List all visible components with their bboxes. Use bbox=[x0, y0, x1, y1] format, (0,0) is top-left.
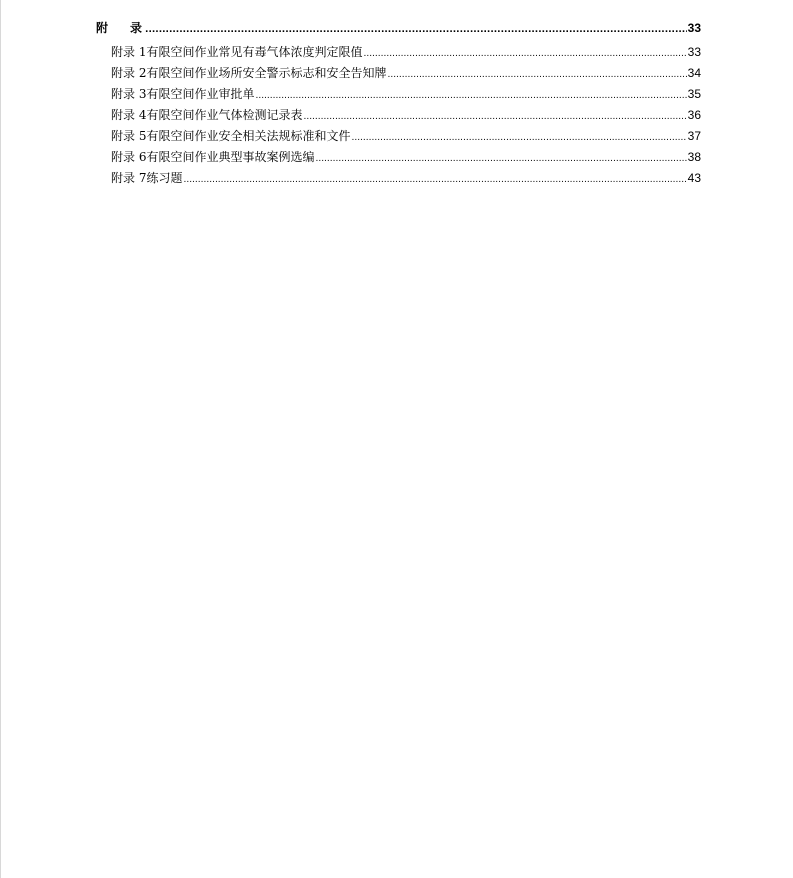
toc-entry-title: 有限空间作业常见有毒气体浓度判定限值 bbox=[146, 45, 363, 59]
toc-entry-4[interactable] bbox=[96, 105, 701, 126]
toc-entry-number: 附录 5 bbox=[111, 129, 147, 143]
toc-entry-number: 附录 4 bbox=[111, 108, 147, 122]
toc-entry-6[interactable] bbox=[96, 147, 701, 168]
toc-entry-number: 附录 2 bbox=[111, 66, 147, 80]
toc-entry-3[interactable] bbox=[96, 84, 701, 105]
toc-heading-page: 33 bbox=[687, 21, 701, 35]
toc-leader-dots bbox=[363, 44, 686, 65]
toc-entry-page: 43 bbox=[687, 171, 701, 185]
toc-entry-number: 附录 7 bbox=[111, 171, 147, 185]
toc-heading-label bbox=[96, 18, 144, 39]
toc-entry-7[interactable] bbox=[96, 168, 701, 189]
toc-entry-number: 附录 1 bbox=[111, 45, 147, 59]
toc-entry-page: 34 bbox=[687, 66, 701, 80]
toc-entry-title: 有限空间作业场所安全警示标志和安全告知牌 bbox=[146, 66, 387, 80]
toc-entry-page: 38 bbox=[687, 150, 701, 164]
toc-leader-dots bbox=[315, 149, 686, 170]
toc-entry-title: 练习题 bbox=[146, 171, 183, 185]
toc-leader-dots bbox=[303, 107, 686, 128]
toc-entry-title: 有限空间作业审批单 bbox=[146, 87, 255, 101]
toc-entry-title: 有限空间作业典型事故案例选编 bbox=[146, 150, 315, 164]
toc-entry-number: 附录 3 bbox=[111, 87, 147, 101]
toc-entry-title: 有限空间作业气体检测记录表 bbox=[146, 108, 303, 122]
toc-heading-char-2: 录 bbox=[130, 21, 145, 35]
toc-leader-dots bbox=[183, 170, 686, 191]
toc-entry-2[interactable] bbox=[96, 63, 701, 84]
toc-leader-dots bbox=[255, 86, 686, 107]
toc-entry-number: 附录 6 bbox=[111, 150, 147, 164]
toc-entry-page: 37 bbox=[687, 129, 701, 143]
toc-heading-char-1: 附 bbox=[96, 21, 111, 35]
toc-entry-title: 有限空间作业安全相关法规标准和文件 bbox=[146, 129, 351, 143]
toc-leader-dots bbox=[351, 128, 686, 149]
toc-entry-page: 33 bbox=[687, 45, 701, 59]
toc-leader-dots bbox=[387, 65, 686, 86]
toc-entry-page: 35 bbox=[687, 87, 701, 101]
toc-heading-row[interactable] bbox=[96, 18, 701, 39]
table-of-contents bbox=[96, 18, 701, 189]
toc-entry-5[interactable] bbox=[96, 126, 701, 147]
toc-entry-1[interactable] bbox=[96, 42, 701, 63]
toc-entry-page: 36 bbox=[687, 108, 701, 122]
toc-leader-dots bbox=[145, 20, 687, 41]
